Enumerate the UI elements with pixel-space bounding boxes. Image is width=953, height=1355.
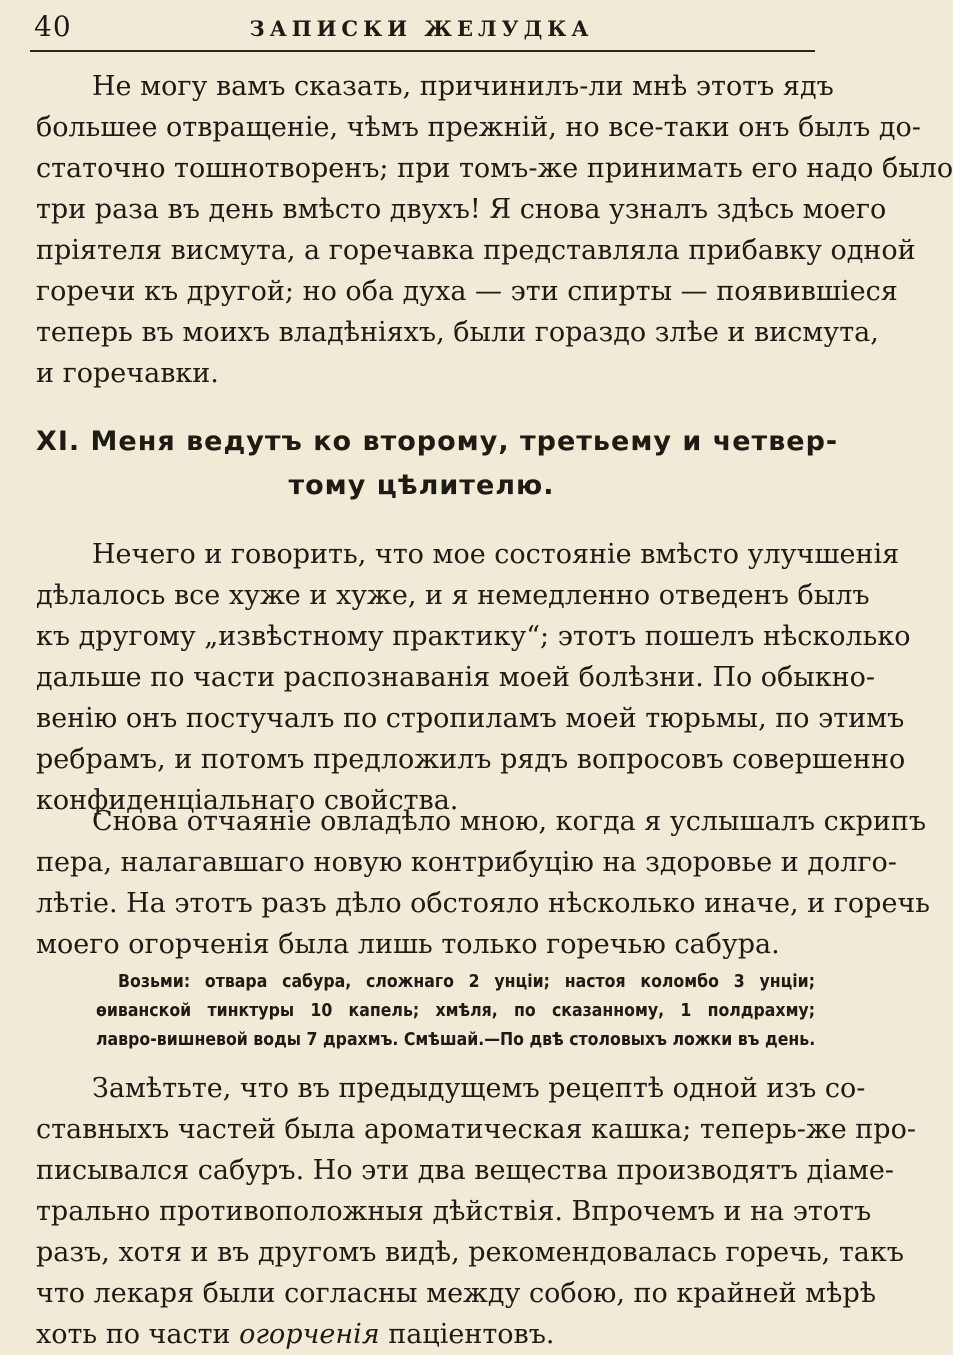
running-head — [32, 8, 811, 48]
text-line: теперь въ моихъ владѣніяхъ, были гораздо злѣе и висмута, — [36, 317, 879, 348]
text-line: лѣтіе. На этотъ разъ дѣло обстояло нѣсколько иначе, и горечь — [36, 888, 930, 919]
section-heading-line-2: тому цѣлителю. — [288, 470, 555, 501]
text-line: трально противоположныя дѣйствія. Впрочемъ и на этотъ — [36, 1196, 872, 1227]
text-line: что лекаря были согласны между собою, по крайней мѣрѣ — [36, 1278, 877, 1309]
paragraph-4 — [36, 1068, 916, 1355]
final-line-end: паціентовъ. — [388, 1319, 555, 1350]
text-line: и горечавки. — [36, 358, 219, 389]
paragraph-3 — [36, 801, 930, 965]
text-line: ставныхъ частей была ароматическая кашка; теперь-же про- — [36, 1114, 916, 1145]
text-line: пера, налагавшаго новую контрибуцію на здоровье и долго- — [36, 847, 897, 878]
text-line: дальше по части распознаванія моей болѣзни. По обыкно- — [36, 662, 876, 693]
text-line: Нечего и говорить, что мое состояніе вмѣсто улучшенія — [92, 539, 900, 570]
text-line: большее отвращеніе, чѣмъ прежній, но все-таки онъ былъ до- — [36, 112, 921, 143]
text-line: дѣлалось все хуже и хуже, и я немедленно отведенъ былъ — [36, 580, 870, 611]
running-title: ЗАПИСКИ ЖЕЛУДКА — [249, 16, 594, 41]
text-line: моего огорченія была лишь только горечью сабура. — [36, 929, 780, 960]
text-line: къ другому „извѣстному практику“; этотъ пошелъ нѣсколько — [36, 621, 911, 652]
text-line: пріятеля висмута, а горечавка представляла прибавку одной — [36, 235, 916, 266]
text-line-final — [36, 1314, 807, 1355]
text-line: горечи къ другой; но оба духа — эти спирты — появившіеся — [36, 276, 898, 307]
text-line: разъ, хотя и въ другомъ видѣ, рекомендовалась горечь, такъ — [36, 1237, 904, 1268]
text-line: Не могу вамъ сказать, причинилъ-ли мнѣ этотъ ядъ — [92, 71, 834, 102]
paragraph-2 — [36, 534, 911, 821]
text-line: писывался сабуръ. Но эти два вещества производятъ діаме- — [36, 1155, 895, 1186]
text-line: статочно тошнотворенъ; при томъ-же принимать его надо было — [36, 153, 953, 184]
paragraph-1 — [36, 66, 953, 394]
text-line: Снова отчаяніе овладѣло мною, когда я услышалъ скрипъ — [92, 806, 927, 837]
italic-word: огорченія — [239, 1319, 380, 1350]
page-number: 40 — [34, 10, 72, 43]
text-line: Замѣтьте, что въ предыдущемъ рецептѣ одной изъ со- — [92, 1073, 866, 1104]
text-line: ребрамъ, и потомъ предложилъ рядъ вопросовъ совершенно — [36, 744, 906, 775]
text-line: конфиденціальнаго свойства. — [36, 785, 459, 816]
recipe-line: Возьми: отвара сабура, сложнаго 2 унціи; настоя коломбо 3 унціи; — [118, 972, 815, 992]
header-rule — [30, 50, 815, 52]
recipe-line: ѳиванской тинктуры 10 капель; хмѣля, по сказанному, 1 полдрахму; — [96, 1001, 815, 1021]
recipe-block — [96, 968, 815, 1055]
recipe-line: лавро-вишневой воды 7 драхмъ. Смѣшай.—По двѣ столовыхъ ложки въ день. — [96, 1030, 816, 1050]
section-heading-line-1: XI. Меня ведутъ ко второму, третьему и четвер- — [36, 426, 839, 457]
text-line: три раза въ день вмѣсто двухъ! Я снова узналъ здѣсь моего — [36, 194, 887, 225]
text-line: венію онъ постучалъ по стропиламъ моей тюрьмы, по этимъ — [36, 703, 905, 734]
section-heading — [36, 420, 839, 508]
final-line-start: хоть по части — [36, 1319, 231, 1350]
